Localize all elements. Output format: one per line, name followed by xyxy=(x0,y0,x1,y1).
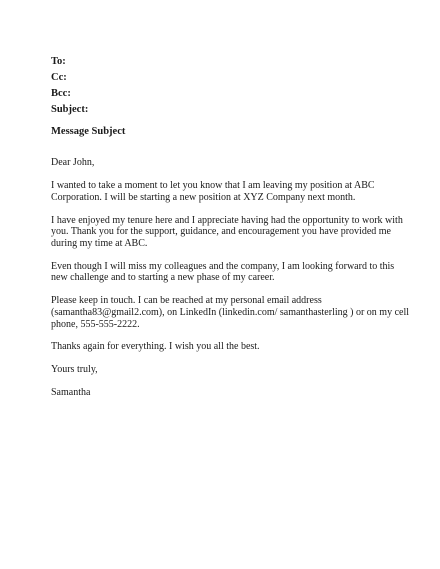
paragraph-line: I wanted to take a moment to let you know that I am leaving my position at ABC xyxy=(51,179,375,191)
paragraph-line: new challenge and to starting a new phase of my career. xyxy=(51,272,275,284)
paragraph-line: Thanks again for everything. I wish you all the best. xyxy=(51,341,260,353)
paragraph-line: (samantha83@gmail2.com), on LinkedIn (linkedin.com/ samanthasterling ) or on my cell xyxy=(51,306,410,318)
email-headers xyxy=(51,54,88,118)
paragraph-contact xyxy=(51,295,410,330)
closing: Yours truly, xyxy=(51,364,98,376)
paragraph-line: Please keep in touch. I can be reached at my personal email address xyxy=(51,295,322,307)
paragraph-line: during my time at ABC. xyxy=(51,237,148,249)
paragraph-line: I have enjoyed my tenure here and I appreciate having had the opportunity to work with xyxy=(51,214,403,226)
paragraph-line: phone, 555-555-2222. xyxy=(51,318,140,330)
bcc-label: Bcc: xyxy=(51,88,71,99)
letter-body xyxy=(51,157,410,410)
signature: Samantha xyxy=(51,387,91,399)
paragraph-future xyxy=(51,261,396,284)
paragraph-line: you. Thank you for the support, guidance, and encouragement you have provided me xyxy=(51,226,391,238)
message-subject: Message Subject xyxy=(51,126,126,137)
paragraph-leaving xyxy=(51,180,396,203)
paragraph-gratitude xyxy=(51,214,403,250)
paragraph-line: Corporation. I will be starting a new position at XYZ Company next month. xyxy=(51,191,356,203)
greeting: Dear John, xyxy=(51,157,95,168)
to-label: To: xyxy=(51,56,66,67)
paragraph-line: Even though I will miss my colleagues and the company, I am looking forward to this xyxy=(51,260,395,272)
cc-label: Cc: xyxy=(51,72,67,83)
paragraph-thanks xyxy=(51,341,396,353)
subject-label: Subject: xyxy=(51,104,89,115)
